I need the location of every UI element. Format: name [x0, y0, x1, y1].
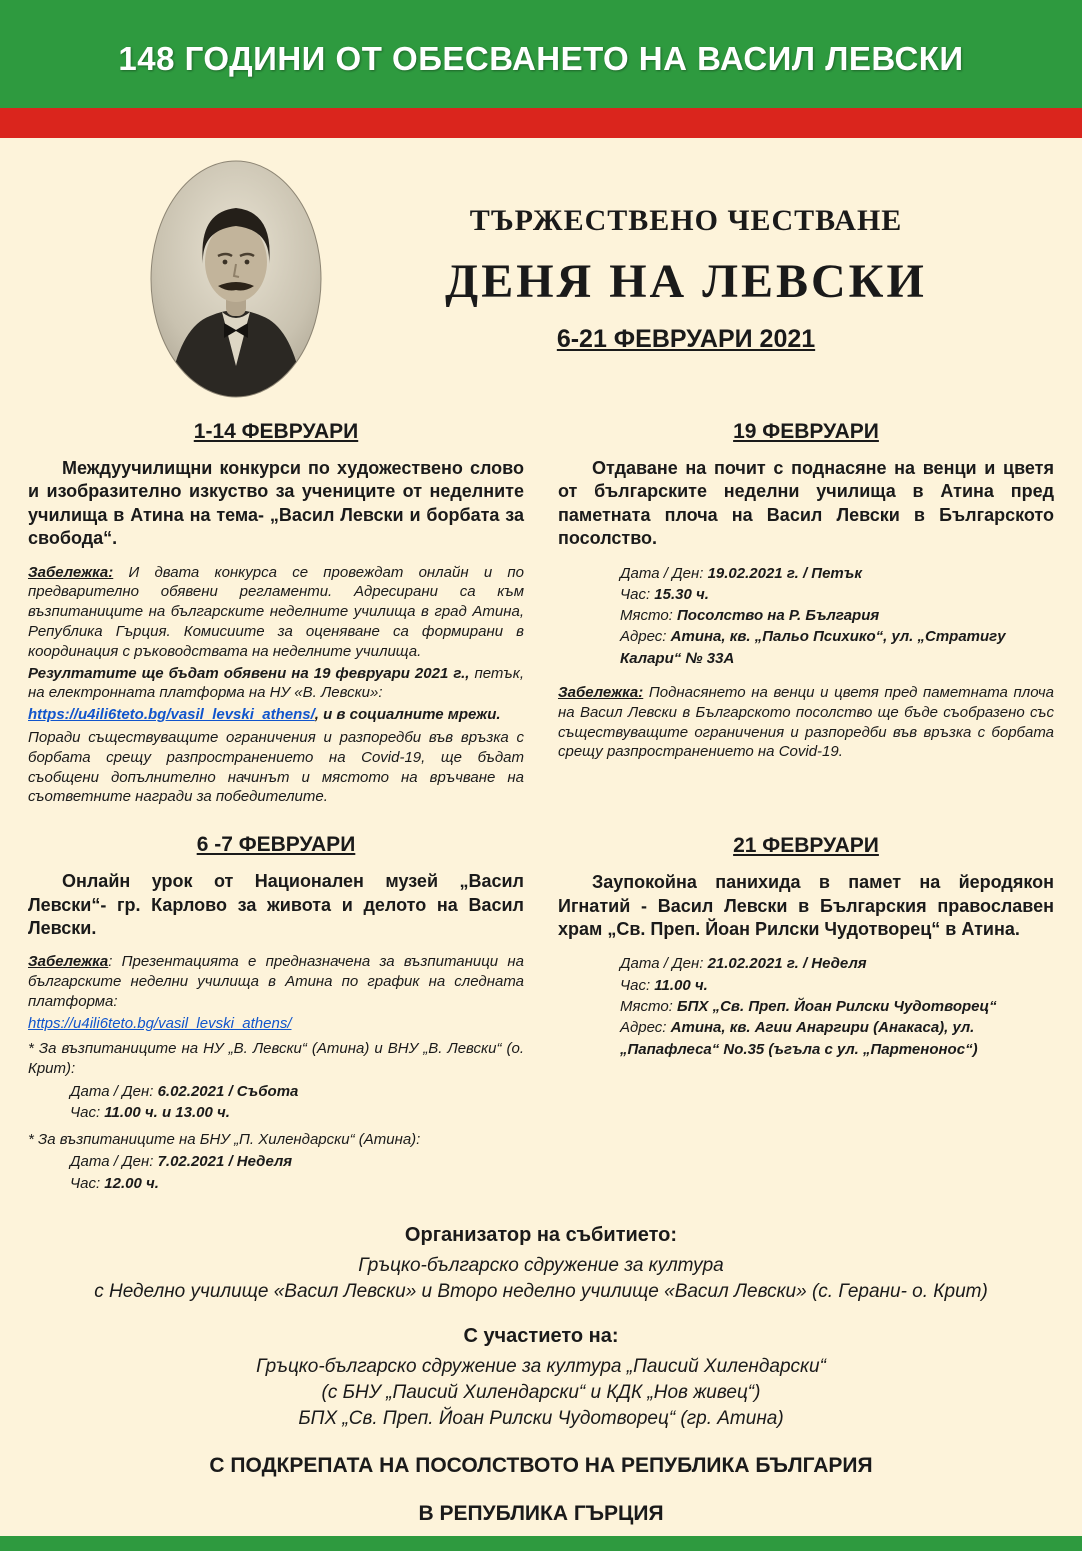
detail-place: [620, 605, 1054, 626]
portrait-image: [150, 160, 322, 398]
lesson-intro: Онлайн урок от Национален музей „Васил Левски“- гр. Карлово за живота и делото на Васил Левски.: [28, 871, 524, 938]
detail-value: 11.00 ч. и 13.00 ч.: [104, 1104, 230, 1122]
detail-label: Адрес:: [620, 1019, 671, 1037]
masthead: [0, 138, 1082, 402]
detail-label: Дата / Ден:: [70, 1153, 158, 1171]
levski-portrait: [150, 160, 322, 398]
detail-date: [70, 1151, 524, 1172]
ceremony-subtitle: ТЪРЖЕСТВЕНО ЧЕСТВАНЕ: [469, 204, 903, 237]
red-stripe: [0, 108, 1082, 138]
top-banner: [0, 0, 1082, 108]
right-column: [558, 404, 1054, 1200]
detail-value: 21.02.2021 г. / Неделя: [707, 955, 867, 973]
note-label: Забележка:: [28, 563, 114, 581]
detail-label: Час:: [620, 585, 655, 603]
organizer-line: Гръцко-българско сдружение за култура: [358, 1255, 724, 1277]
detail-label: Час:: [70, 1174, 105, 1192]
section-heading-feb-19: 19 ФЕВРУАРИ: [733, 420, 879, 443]
tribute-intro: Отдаване на почит с поднасяне на венци и цветя от българските неделни училища в Атина пред паметната плоча на Васил Левски в Българското посолство.: [558, 458, 1054, 549]
results-rest: петък, на електронната платформа на НУ «В. Левски»:: [28, 664, 524, 702]
note-label: Забележка:: [558, 684, 644, 702]
contest-intro: Междуучилищни конкурси по художествено слово и изобразително изкуство за учениците от неделните училища в Атина на тема- „Васил Левски и борбата за свобода“.: [28, 458, 524, 549]
detail-label: Място:: [620, 998, 678, 1015]
footer: [0, 1200, 1082, 1536]
group1-title: * За възпитаниците на НУ „В. Левски“ (Атина) и ВНУ „В. Левски“ (о. Крит):: [28, 1040, 524, 1078]
covid-note: Поради съществуващите ограничения и разпоредби във връзка с борбата срещу разпространението на Covid-19, ще бъдат съобщени допълнително начинът и мястото на връчване на съответните награди за победителите.: [28, 728, 524, 806]
detail-address: [620, 1017, 1054, 1060]
detail-value: 11.00 ч.: [654, 976, 708, 994]
content-columns: [0, 402, 1082, 1200]
participation-line: Гръцко-българско сдружение за култура „Паисий Хилендарски“: [256, 1356, 826, 1378]
tribute-note: [558, 683, 1054, 762]
platform-link[interactable]: https://u4ili6teto.bg/vasil_levski_athens/: [28, 706, 315, 724]
detail-label: Дата / Ден:: [620, 564, 708, 582]
tribute-details: [558, 563, 1054, 669]
detail-value: 12.00 ч.: [104, 1174, 159, 1192]
note-text: И двата конкурса се провеждат онлайн и по предварително обявени регламенти. Адресирани са към възпитаниците на българските неделните училища в град Атина, Република Гърция. Комисиите за оценяване са формирани в координация с ръководствата на неделните училища.: [28, 563, 524, 660]
detail-label: Час:: [620, 976, 655, 994]
detail-value: Атина, кв. „Пальо Психико“, ул. „Стратигу Калари“ № 33А: [620, 628, 1006, 667]
participation-heading: С участието на:: [463, 1325, 619, 1348]
group2-details: [28, 1151, 524, 1194]
detail-value: 15.30 ч.: [654, 585, 709, 603]
note-text: : Презентацията е предназначена за възпитаници на българските неделни училища в Атина по график на следната платформа:: [28, 953, 524, 1010]
detail-address: [620, 626, 1054, 669]
detail-value: 7.02.2021 / Неделя: [157, 1153, 293, 1171]
section-heading-feb-21: 21 ФЕВРУАРИ: [733, 834, 879, 858]
detail-label: Дата / Ден:: [70, 1083, 158, 1101]
organizer-block: [40, 1224, 1042, 1303]
memorial-intro: Заупокойна панихида в памет на йеродякон Игнатий - Васил Левски в Българския православен храм „Св. Преп. Йоан Рилски Чудотворец“ в Атина.: [558, 872, 1054, 940]
detail-label: Дата / Ден:: [620, 955, 708, 973]
detail-label: Адрес:: [620, 628, 671, 646]
participation-line: БПХ „Св. Преп. Йоан Рилски Чудотворец“ (гр. Атина): [298, 1408, 784, 1430]
support-line-1: С ПОДКРЕПАТА НА ПОСОЛСТВОТО НА РЕПУБЛИКА БЪЛГАРИЯ: [209, 1454, 873, 1478]
left-column: [28, 404, 524, 1200]
lesson-note: [28, 952, 524, 1011]
platform-link-line: [28, 705, 524, 725]
banner-title: 148 ГОДИНИ ОТ ОБЕСВАНЕТО НА ВАСИЛ ЛЕВСКИ: [118, 40, 964, 77]
detail-date: [70, 1081, 524, 1102]
detail-value: Атина, кв. Агии Анаргири (Анакаса), ул. „Папафлеса“ No.35 (ъгъла с ул. „Партенонос“): [620, 1019, 978, 1058]
detail-label: Място:: [620, 607, 678, 625]
bottom-green-bar: [0, 1536, 1082, 1551]
detail-label: Час:: [70, 1104, 105, 1122]
platform-link-2[interactable]: https://u4ili6teto.bg/vasil_levski_athens/: [28, 1014, 292, 1032]
organizer-line: с Неделно училище «Васил Левски» и Второ неделно училище «Васил Левски» (с. Герани- о. Крит): [94, 1281, 988, 1303]
support-line-2: В РЕПУБЛИКА ГЪРЦИЯ: [418, 1502, 664, 1526]
detail-date: [620, 953, 1054, 974]
contest-note: [28, 563, 524, 662]
section-heading-feb-6-7: 6 -7 ФЕВРУАРИ: [196, 833, 356, 857]
detail-value: БПХ „Св. Преп. Йоан Рилски Чудотворец“: [677, 998, 997, 1015]
detail-value: Посолство на Р. България: [677, 607, 880, 625]
detail-time: [70, 1173, 524, 1194]
detail-value: 6.02.2021 / Събота: [157, 1083, 299, 1101]
results-bold: Резултатите ще бъдат обявени на 19 февруари 2021 г.,: [28, 664, 470, 682]
detail-value: 19.02.2021 г. / Петък: [707, 564, 862, 582]
participation-block: [40, 1325, 1042, 1430]
section-heading-feb-1-14: 1-14 ФЕВРУАРИ: [193, 420, 359, 443]
participation-line: (с БНУ „Паисий Хилендарски“ и КДК „Нов живец“): [321, 1382, 761, 1404]
detail-date: [620, 563, 1054, 584]
masthead-text: [350, 204, 1022, 354]
event-title: ДЕНЯ НА ЛЕВСКИ: [445, 255, 927, 308]
platform-link-line-2: [28, 1014, 524, 1034]
organizer-heading: Организатор на събитието:: [404, 1224, 678, 1247]
link-suffix: , и в социалните мрежи.: [314, 706, 501, 724]
detail-time: [620, 584, 1054, 605]
detail-place: [620, 996, 1054, 1017]
group2-title: * За възпитаниците на БНУ „П. Хилендарски“ (Атина):: [28, 1130, 421, 1148]
detail-time: [70, 1102, 524, 1123]
memorial-details: [558, 953, 1054, 1059]
results-note: [28, 664, 524, 704]
note-text: Поднасянето на венци и цветя пред паметната плоча на Васил Левски в Българското посолство ще бъде съобразено със съществуващите ограничения и разпоредби във връзка с борбата срещу разпространението на Covid-19.: [558, 684, 1054, 761]
detail-time: [620, 975, 1054, 996]
note-label: Забележка: [28, 953, 109, 971]
event-date-range: 6-21 ФЕВРУАРИ 2021: [556, 325, 816, 353]
group1-details: [28, 1081, 524, 1124]
